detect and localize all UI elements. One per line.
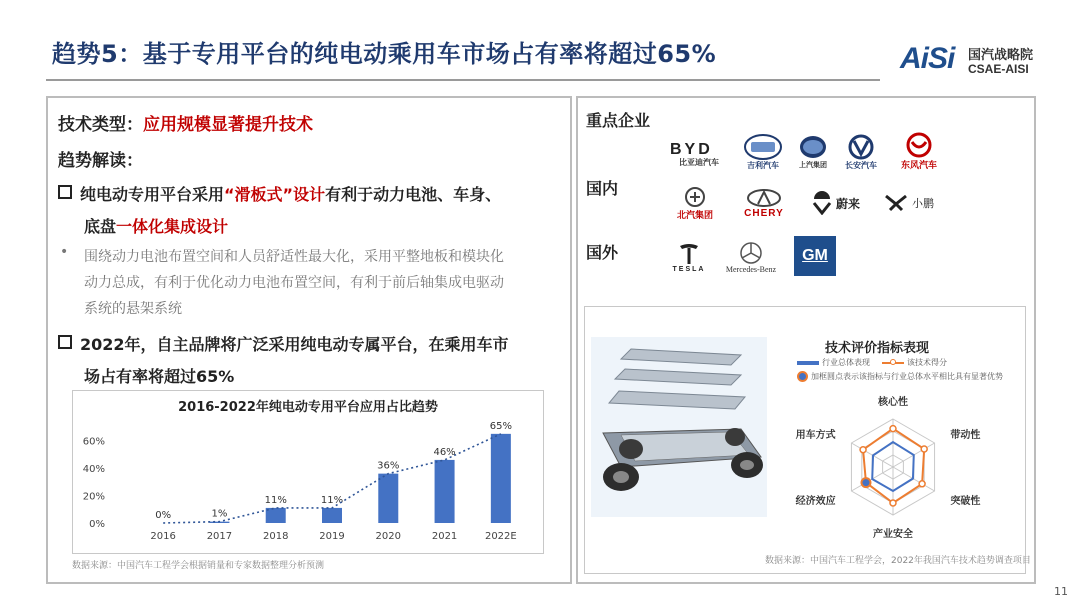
legend-highlight-note: 加框圆点表示该指标与行业总体水平相比具有显著优势: [811, 372, 1003, 381]
radar-point: [921, 446, 927, 452]
sub-bullet: •: [60, 244, 69, 260]
dongfeng-caption: 东风汽车: [900, 160, 937, 171]
radar-point: [890, 500, 896, 506]
radar-point: [860, 447, 866, 453]
y-tick-label: 0%: [89, 519, 105, 530]
brand-logo: [900, 40, 1040, 80]
mercedes-caption: Mercedes-Benz: [725, 264, 777, 274]
legend-industry-swatch: [797, 361, 819, 365]
point1-line1: [58, 182, 501, 205]
dongfeng-logo: [890, 128, 948, 174]
bar: [435, 460, 455, 523]
tesla-caption: TESLA: [672, 265, 706, 273]
y-tick-label: 20%: [82, 491, 105, 503]
bar-value-label: 11%: [264, 494, 287, 506]
xpeng-x-icon: [884, 194, 908, 212]
saic-badge-icon: [798, 134, 828, 160]
point1-line2: [84, 214, 228, 237]
x-tick-label: 2019: [319, 531, 345, 542]
saic-caption: 上汽集团: [799, 161, 827, 169]
x-tick-label: 2020: [375, 531, 402, 542]
logos-row-domestic-2: [664, 182, 964, 226]
bar-value-label: 36%: [377, 460, 400, 472]
bar-value-label: 0%: [155, 510, 172, 521]
chery-caption: CHERY: [744, 207, 784, 219]
changan-logo: [836, 130, 886, 174]
byd-caption: 比亚迪汽车: [679, 157, 719, 167]
right-panel: [576, 96, 1036, 584]
dongfeng-swallow-icon: [904, 132, 934, 158]
nio-caption: 蔚来: [835, 196, 860, 211]
point2-line2: 场占有率将超过65%: [84, 367, 235, 386]
radar-axis-label: 核心性: [878, 396, 908, 408]
left-panel: [46, 96, 572, 584]
y-tick-label: 40%: [82, 464, 105, 476]
legend-industry-label: 行业总体表现: [822, 358, 870, 367]
radar-axis-label: 经济效应: [795, 496, 836, 508]
radar-axis-label: 突破性: [950, 496, 981, 508]
sub-line-2: 动力总成，有利于优化动力电池布置空间，有利于前后轴集成电驱动: [84, 275, 504, 291]
radar-axis-label: 带动性: [950, 429, 981, 441]
x-tick-label: 2021: [431, 531, 458, 542]
chery-badge-icon: [744, 188, 784, 208]
sub-line-1: 围绕动力电池布置空间和人员舒适性最大化，采用平整地板和模块化: [84, 249, 504, 265]
sub-point: [84, 244, 566, 322]
square-bullet-icon: [58, 185, 72, 199]
page-title: 趋势5：基于专用平台的纯电动乘用车市场占有率将超过65%: [52, 40, 717, 68]
bar: [378, 474, 398, 523]
x-tick-label: 2022E: [484, 531, 517, 542]
xpeng-caption: 小鹏: [912, 197, 934, 210]
logo-en-text: CSAE-AISI: [968, 62, 1029, 76]
gm-logo: [794, 236, 836, 276]
p1-text-c: 有利于动力电池、车身、: [325, 185, 502, 204]
radar-title: 技术评价指标表现: [825, 341, 930, 356]
y-tick-label: 60%: [82, 436, 105, 448]
chery-logo: [734, 182, 794, 224]
logos-row-domestic-1: [664, 134, 954, 174]
point2-line1: [58, 332, 509, 355]
x-tick-label: 2017: [206, 531, 233, 542]
legend-tech-label: 该技术得分: [907, 358, 947, 367]
evaluation-box: [584, 306, 1031, 574]
mercedes-star-icon: [739, 241, 763, 265]
tesla-logo: [664, 236, 714, 278]
left-source-note: 数据来源：中国汽车工程学会根据销量和专家数据整理分析预测: [72, 561, 325, 571]
bar-value-label: 11%: [320, 494, 344, 506]
foreign-label: 国外: [586, 243, 619, 262]
p1-highlight-integration: 一体化集成设计: [116, 217, 229, 236]
p2-text-1: 2022年，自主品牌将广泛采用纯电动专属平台，在乘用车市: [80, 335, 509, 354]
baic-logo: [664, 182, 726, 224]
geely-logo: [738, 130, 788, 174]
svg-text:BYD: BYD: [670, 140, 713, 157]
key-firms-label: 重点企业: [586, 111, 651, 130]
mercedes-logo: [716, 236, 786, 278]
x-tick-label: 2018: [262, 531, 289, 542]
p1-highlight-skateboard: “滑板式”设计: [224, 185, 326, 204]
ev-skateboard-chassis-illustration: [591, 337, 767, 517]
tech-type-line: [58, 110, 313, 135]
aisi-logo-mark: AiSi: [900, 42, 955, 75]
saic-logo: [792, 130, 834, 174]
logo-cn-text: 国汽战略院: [968, 48, 1034, 63]
legend-tech-swatch: [882, 362, 904, 364]
radar-axis-label: 用车方式: [795, 429, 836, 441]
tesla-t-icon: [678, 242, 700, 266]
logos-row-foreign: [664, 236, 864, 282]
byd-logo-icon: [668, 139, 730, 157]
bar-value-label: 46%: [433, 446, 456, 458]
p1-text-a: 纯电动专用平台采用: [80, 185, 225, 204]
bar-chart: [73, 391, 543, 553]
gm-caption: GM: [802, 247, 828, 264]
bar-chart-box: [72, 390, 544, 554]
radar-point: [919, 481, 925, 487]
geely-caption: 吉利汽车: [747, 160, 779, 170]
tech-type-value: 应用规模显著提升技术: [143, 115, 313, 135]
baic-badge-icon: [681, 186, 709, 208]
p1-text-d: 底盘: [84, 217, 117, 236]
interpret-label: 趋势解读：: [58, 151, 143, 171]
radar-legend: [797, 357, 1017, 382]
byd-logo: [664, 134, 734, 172]
tech-type-label: 技术类型：: [58, 115, 143, 135]
bar-chart-title: 2016-2022年纯电动专用平台应用占比趋势: [178, 400, 438, 415]
xpeng-logo: [874, 186, 944, 220]
bar-value-label: 1%: [211, 508, 228, 520]
x-tick-label: 2016: [150, 531, 176, 542]
changan-v-icon: [846, 134, 876, 160]
square-bullet-icon: [58, 335, 72, 349]
right-source-note: 数据来源：中国汽车工程学会，2022年我国汽车技术趋势调查项目: [765, 556, 1031, 566]
title-divider: [46, 79, 880, 81]
baic-caption: 北汽集团: [676, 210, 713, 221]
radar-point: [890, 426, 896, 432]
bar: [322, 508, 342, 523]
sub-line-3: 系统的悬架系统: [84, 301, 182, 317]
radar-chart: [789, 381, 1009, 551]
page-number: 11: [1054, 585, 1068, 598]
radar-axis-label: 产业安全: [873, 529, 913, 541]
radar-highlight-point: [861, 478, 870, 487]
changan-caption: 长安汽车: [845, 160, 877, 170]
bar-value-label: 65%: [489, 420, 512, 432]
nio-logo: [804, 186, 866, 220]
domestic-label: 国内: [586, 179, 619, 198]
nio-symbol-icon: [810, 191, 834, 215]
geely-shield-icon: [743, 134, 783, 160]
bar: [491, 434, 511, 523]
